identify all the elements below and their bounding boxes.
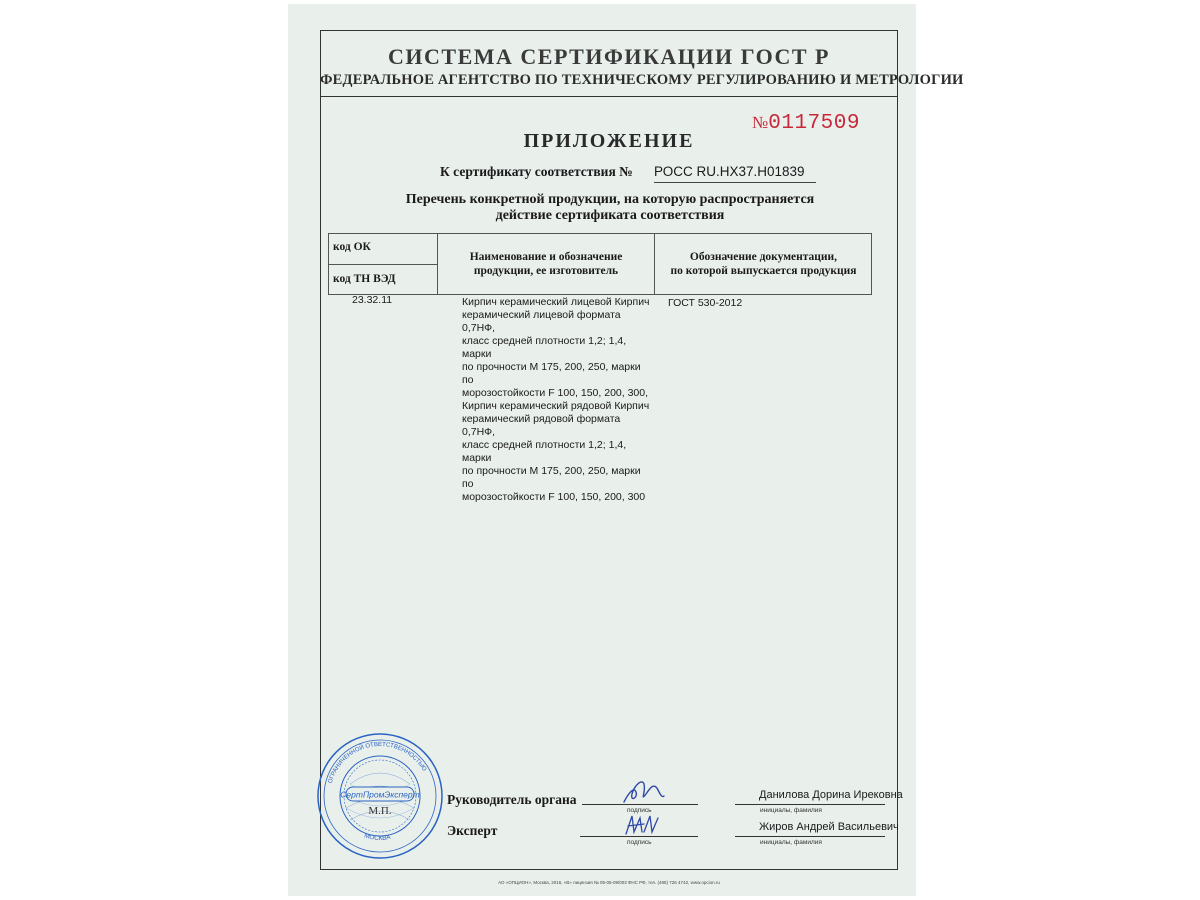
certificate-number-underline <box>654 182 816 183</box>
header-product-name-line1: Наименование и обозначение <box>469 251 623 263</box>
certificate-label: К сертификату соответствия № <box>440 164 633 179</box>
expert-initials-caption: инициалы, фамилия <box>760 839 822 846</box>
expert-label: Эксперт <box>447 823 498 838</box>
header-product-name-line2: продукции, ее изготовитель <box>473 265 619 277</box>
document-title: ПРИЛОЖЕНИЕ <box>523 130 695 152</box>
agency-title: ФЕДЕРАЛЬНОЕ АГЕНТСТВО ПО ТЕХНИЧЕСКОМУ РЕГУЛИРОВАНИЮ И МЕТРОЛОГИИ <box>320 72 964 88</box>
product-table-header <box>328 233 872 295</box>
header-documentation <box>656 250 871 278</box>
expert-name: Жиров Андрей Васильевич <box>759 821 899 833</box>
header-code-tnved: код ТН ВЭД <box>333 273 396 285</box>
expert-name-line <box>735 836 885 837</box>
seal-mp: М.П. <box>368 805 392 817</box>
head-of-body-label: Руководитель органа <box>447 792 577 807</box>
system-title: СИСТЕМА СЕРТИФИКАЦИИ ГОСТ Р <box>388 44 830 69</box>
seal-center-text: СертПромЭксперт <box>340 789 420 800</box>
head-name: Данилова Дорина Ирековна <box>759 789 903 801</box>
header-code-ok: код ОК <box>333 241 371 253</box>
expert-signature-caption: подпись <box>627 839 652 846</box>
head-name-line <box>735 804 885 805</box>
product-list-title-line1: Перечень конкретной продукции, на которую распространяется <box>405 192 815 207</box>
header-documentation-line2: по которой выпускается продукция <box>670 265 857 277</box>
svg-text:МОСКВА <box>363 832 392 842</box>
printer-footer: АО «ОПЦИОН», Москва, 2016, «В» лицензия № 05-05-09/003 ФНС РФ, тел. (495) 726 4742, www.opcion.ru <box>498 880 720 885</box>
head-handwritten-signature <box>618 772 668 808</box>
certificate-number: РОСС RU.HX37.H01839 <box>654 164 805 179</box>
table-divider <box>654 234 655 294</box>
header-product-name <box>439 250 653 278</box>
table-divider <box>329 264 437 265</box>
svg-text:ОГРАНИЧЕННОЙ ОТВЕТСТВЕННОСТЬЮ <box>328 742 427 784</box>
product-list-title <box>360 192 860 224</box>
table-divider <box>437 234 438 294</box>
header-documentation-line1: Обозначение документации, <box>689 251 838 263</box>
seal-city: МОСКВА <box>363 832 392 843</box>
serial-prefix: № <box>752 113 769 132</box>
product-list-title-line2: действие сертификата соответствия <box>495 208 725 223</box>
row-documentation: ГОСТ 530-2012 <box>668 297 743 309</box>
head-initials-caption: инициалы, фамилия <box>760 807 822 814</box>
seal-ring-text: ОГРАНИЧЕННОЙ ОТВЕТСТВЕННОСТЬЮ <box>327 741 427 785</box>
row-product-name: Кирпич керамический лицевой Кирпич керамический лицевой формата 0,7НФ, класс средней плотности 1,2; 1,4, марки по прочности М 175, 200, 250, марки по морозостойкости F 100, 150, 200, 300, Кирпич керамический рядовой Кирпич керамический рядовой формата 0,7НФ, класс средней плотности 1,2; 1,4, марки по прочности М 175, 200, 250, марки по морозостойкости F 100, 150, 200, 300 <box>462 296 650 503</box>
header-divider <box>320 96 898 97</box>
row-code: 23.32.11 <box>352 294 393 306</box>
expert-handwritten-signature <box>622 812 662 838</box>
head-signature-caption: подпись <box>627 807 652 814</box>
serial-value: 0117509 <box>768 112 860 135</box>
seal-stamp <box>316 732 444 860</box>
